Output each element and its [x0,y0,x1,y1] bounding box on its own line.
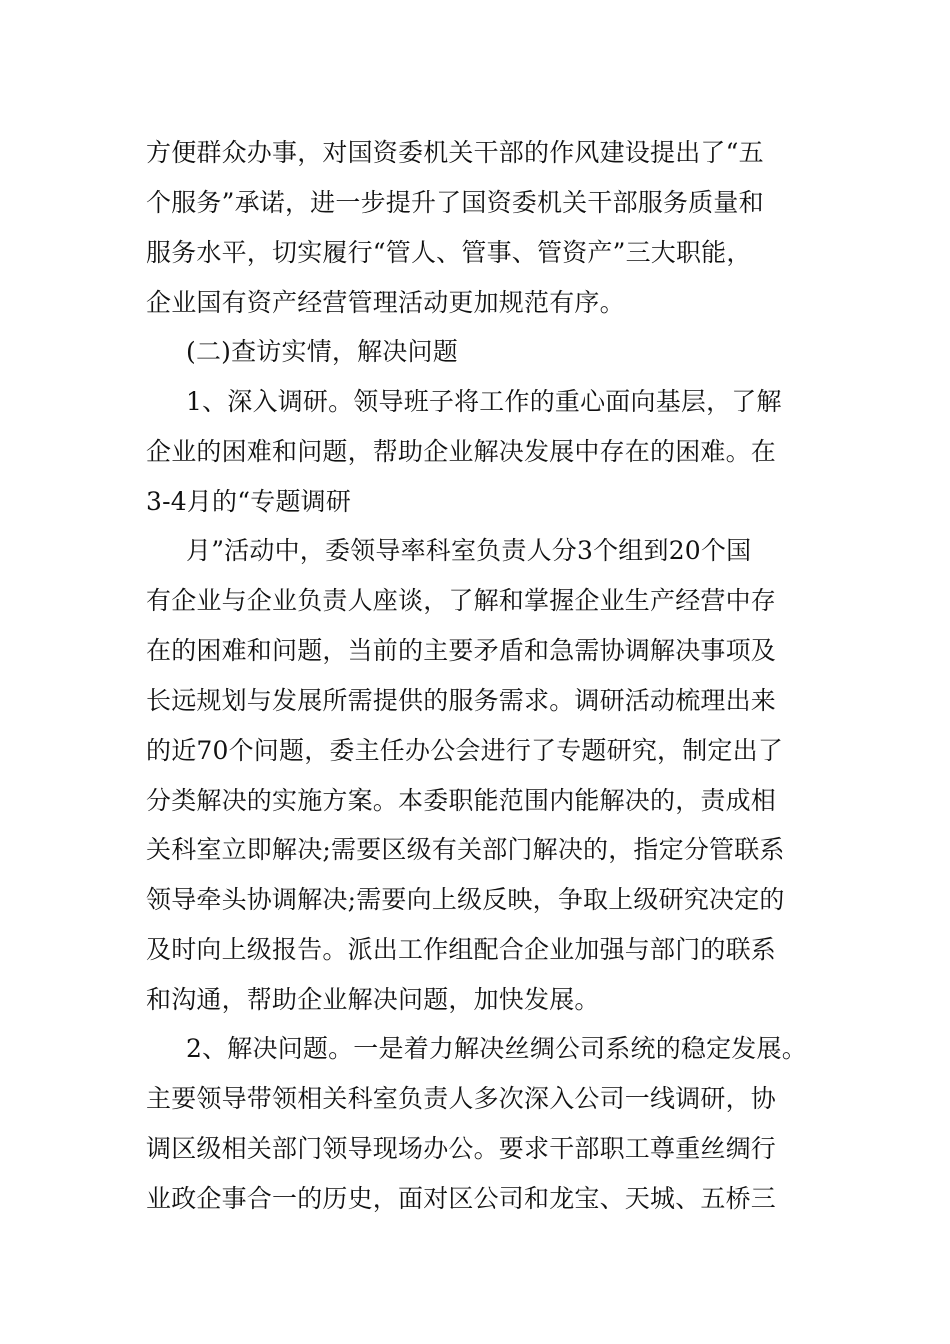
text-line: 在的困难和问题，当前的主要矛盾和急需协调解决事项及 [146,636,777,665]
text-line: 有企业与企业负责人座谈，了解和掌握企业生产经营中存 [146,586,777,615]
text-line: 领导牵头协调解决;需要向上级反映，争取上级研究决定的 [146,885,785,914]
text-line: 的近70个问题，委主任办公会进行了专题研究，制定出了 [146,736,784,765]
text-line: 1、深入调研。领导班子将工作的重心面向基层，了解 [186,387,782,416]
text-line: 长远规划与发展所需提供的服务需求。调研活动梳理出来 [146,686,777,715]
text-line: 调区级相关部门领导现场办公。要求干部职工尊重丝绸行 [146,1134,777,1163]
text-line: 企业的困难和问题，帮助企业解决发展中存在的困难。在 [146,437,777,466]
text-line: 方便群众办事，对国资委机关干部的作风建设提出了“五 [146,138,764,167]
text-line: 服务水平，切实履行“管人、管事、管资产”三大职能， [146,238,752,267]
text-line: 3-4月的“专题调研 [146,487,352,516]
text-line: 主要领导带领相关科室负责人多次深入公司一线调研，协 [146,1084,777,1113]
section-heading: (二)查访实情，解决问题 [186,337,458,366]
text-line: 及时向上级报告。派出工作组配合企业加强与部门的联系 [146,935,777,964]
text-line: 业政企事合一的历史，面对区公司和龙宝、天城、五桥三 [146,1184,777,1213]
text-line: 2、解决问题。一是着力解决丝绸公司系统的稳定发展。 [186,1034,807,1063]
text-line: 企业国有资产经营管理活动更加规范有序。 [146,288,625,317]
text-line: 月”活动中，委领导率科室负责人分3个组到20个国 [186,536,752,565]
text-line: 关科室立即解决;需要区级有关部门解决的，指定分管联系 [146,835,785,864]
text-line: 和沟通，帮助企业解决问题，加快发展。 [146,985,600,1014]
text-line: 个服务”承诺，进一步提升了国资委机关干部服务质量和 [146,188,764,217]
text-line: 分类解决的实施方案。本委职能范围内能解决的，责成相 [146,786,777,815]
